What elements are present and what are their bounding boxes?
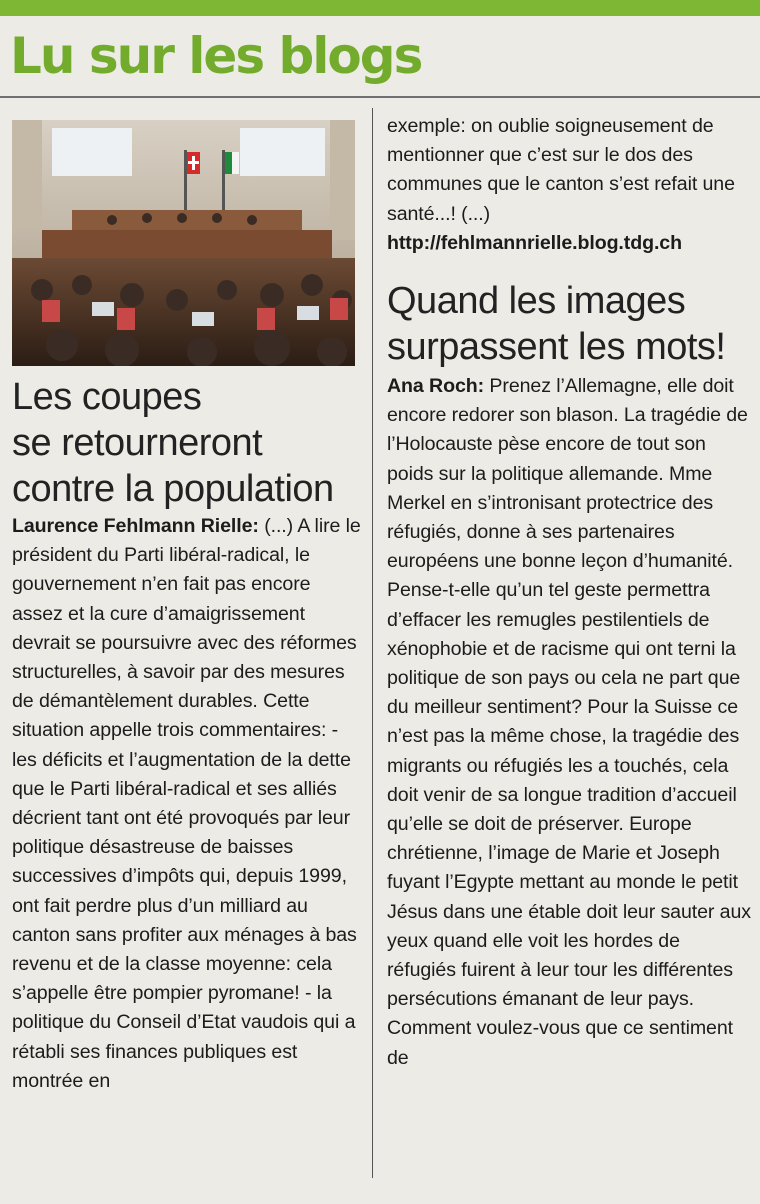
article1-body xyxy=(12,512,362,1096)
article1-continuation xyxy=(387,112,752,258)
column-divider xyxy=(372,108,373,1178)
article2-headline-line-1: Quand les images xyxy=(387,280,686,322)
article1-headline xyxy=(12,374,362,512)
parliament-photo xyxy=(12,120,355,366)
article1-blog-link[interactable]: http://fehlmannrielle.blog.tdg.ch xyxy=(387,231,682,254)
article1-author: Laurence Fehlmann Rielle: xyxy=(12,515,259,537)
header-divider xyxy=(0,96,760,98)
section-accent-bar xyxy=(0,0,760,16)
article2-headline-line-2: surpassent les mots! xyxy=(387,326,726,368)
section-title: Lu sur les blogs xyxy=(10,27,422,85)
article2-headline xyxy=(387,278,757,370)
article1-headline-line-1: Les coupes xyxy=(12,376,202,418)
article1-headline-line-3: contre la population xyxy=(12,468,334,510)
article2-author: Ana Roch: xyxy=(387,375,485,397)
article1-continuation-text: exemple: on oublie soigneusement de mentionner que c’est sur le dos des communes que le canton s’est refait une santé...! (...) xyxy=(387,115,735,225)
article2-text: Prenez l’Allemagne, elle doit encore redorer son blason. La tragédie de l’Holocauste pèse encore de tout son poids sur la politique allemande. Mme Merkel en s’intronisant protectrice des réfugiés, donne à ses partenaires européens une bonne leçon d’humanité. Pense-t-elle qu’un tel geste permettra d’effacer les remugles pestilentiels de xénophobie et de racisme qui ont terni la politique de son pays ou cela ne part que du meilleur sentiment? Pour la Suisse ce n’est pas la même chose, la tragédie des migrants ou réfugiés les a touchés, cela doit venir de sa longue tradition d’accueil qu’elle se doit de préserver. Europe chrétienne, l’image de Marie et Joseph fuyant l’Egypte mettant au monde le petit Jésus dans une étable doit leur sauter aux yeux quand elle voit les hordes de réfugiés fuirent à leur tour les différentes persécutions émanant de leur pays. Comment voulez-vous que ce sentiment de xyxy=(387,375,751,1069)
article1-headline-line-2: se retourneront xyxy=(12,422,263,464)
parliament-chamber-photo-icon xyxy=(12,120,355,366)
article1-text: (...) A lire le président du Parti libéral-radical, le gouvernement n’en fait pas encore assez et la cure d’amaigrissement devrait se poursuivre avec des réformes structurelles, à savoir par des mesures de démantèlement durables. Cette situation appelle trois commentaires: - les déficits et l’augmentation de la dette que le Parti libéral-radical et ses alliés décrient tant ont été provoqués par leur politique désastreuse de baisses successives d’impôts qui, depuis 1999, ont fait perdre plus d’un milliard au canton sans profiter aux ménages à bas revenu et de la classe moyenne: cela s’appelle être pompier pyromane! - la politique du Conseil d’Etat vaudois qui a rétabli ses finances publiques est montrée en xyxy=(12,515,361,1092)
article2-body xyxy=(387,372,752,1073)
